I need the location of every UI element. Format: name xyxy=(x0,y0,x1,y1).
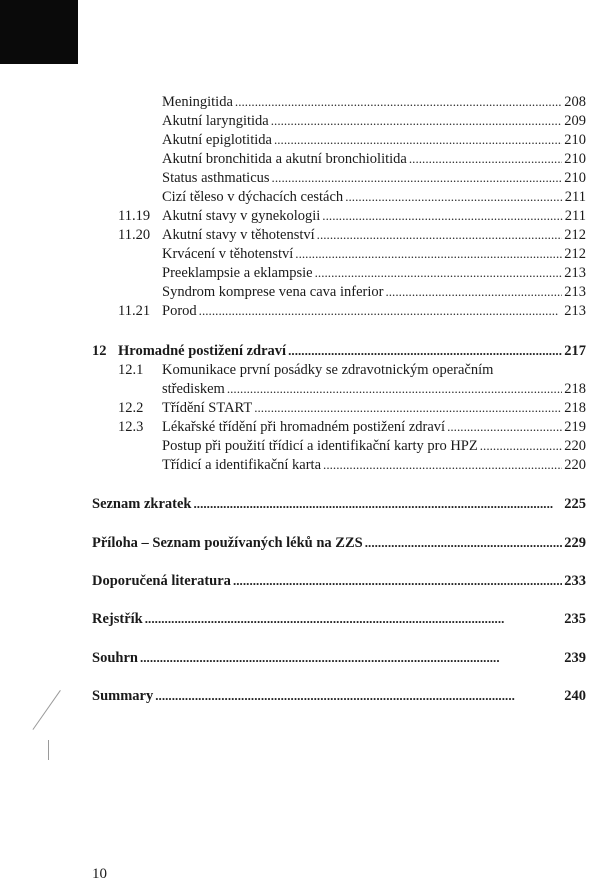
leader-dots xyxy=(272,168,563,188)
toc-entry-page: 209 xyxy=(564,113,586,129)
leader-dots xyxy=(365,533,563,553)
leader-dots xyxy=(233,571,562,591)
toc-entry[interactable] xyxy=(162,206,586,226)
leader-dots xyxy=(447,417,562,437)
toc-entry-title: Třídění START xyxy=(162,400,253,416)
toc-backmatter-entry[interactable] xyxy=(92,609,586,629)
toc-backmatter-entry[interactable] xyxy=(92,686,586,706)
toc-entry-title: Preeklampsie a eklampsie xyxy=(162,265,313,281)
toc-entry-title: Meningitida xyxy=(162,94,233,110)
toc-entry[interactable] xyxy=(162,417,586,437)
toc-entry[interactable] xyxy=(162,379,586,399)
toc-entry-page: 213 xyxy=(564,284,586,300)
toc-entry-title: střediskem xyxy=(162,381,225,397)
section-number: 11.19 xyxy=(118,208,151,224)
toc-entry-title: Příloha – Seznam používaných léků na ZZS xyxy=(92,535,363,551)
toc-entry-page: 229 xyxy=(564,535,586,551)
section-number: 12.1 xyxy=(118,362,144,378)
toc-entry-page: 212 xyxy=(564,246,586,262)
toc-entry[interactable] xyxy=(162,225,586,245)
leader-dots xyxy=(145,609,563,629)
leader-dots xyxy=(271,111,563,131)
toc-entry-page: 213 xyxy=(564,265,586,281)
leader-dots xyxy=(345,187,563,207)
toc-entry-title: Akutní bronchitida a akutní bronchiolitida xyxy=(162,151,407,167)
toc-entry-title: Souhrn xyxy=(92,650,138,666)
toc-entry[interactable] xyxy=(162,187,586,207)
toc-entry-page: 210 xyxy=(564,132,586,148)
section-number: 12.3 xyxy=(118,419,144,435)
toc-entry-page: 212 xyxy=(564,227,586,243)
toc-entry-page: 219 xyxy=(564,419,586,435)
toc-entry-title: Postup při použití třídicí a identifikační karty pro HPZ xyxy=(162,438,478,454)
leader-dots xyxy=(409,149,562,169)
toc-entry-title: Akutní stavy v těhotenství xyxy=(162,227,315,243)
leader-dots xyxy=(385,282,562,302)
leader-dots xyxy=(480,436,563,456)
toc-backmatter-entry[interactable] xyxy=(92,648,586,668)
toc-entry-title: Status asthmaticus xyxy=(162,170,270,186)
leader-dots xyxy=(193,494,562,514)
toc-entry[interactable] xyxy=(162,436,586,456)
toc-backmatter-entry[interactable] xyxy=(92,571,586,591)
toc-entry-page: 218 xyxy=(564,400,586,416)
toc-entry-title: Cizí těleso v dýchacích cestách xyxy=(162,189,344,205)
leader-dots xyxy=(315,263,563,283)
toc-entry-title: Lékařské třídění při hromadném postižení zdraví xyxy=(162,419,446,435)
section-number: 11.20 xyxy=(118,227,151,243)
toc-entry-page: 220 xyxy=(564,457,586,473)
toc-entry-page: 225 xyxy=(564,496,586,512)
scan-mark xyxy=(48,740,49,760)
toc-entry[interactable] xyxy=(162,301,586,321)
toc-entry-title: Třídicí a identifikační karta xyxy=(162,457,322,473)
toc-entry-page: 210 xyxy=(564,151,586,167)
leader-dots xyxy=(199,301,563,321)
toc-entry-title: Hromadné postižení zdraví xyxy=(118,343,287,359)
leader-dots xyxy=(323,455,562,475)
toc-entry-page: 235 xyxy=(564,611,586,627)
leader-dots xyxy=(155,686,562,706)
section-number: 12.2 xyxy=(118,400,144,416)
toc-entry-title: Krvácení v těhotenství xyxy=(162,246,294,262)
leader-dots xyxy=(288,341,562,361)
toc-entry[interactable] xyxy=(162,111,586,131)
page-number: 10 xyxy=(92,866,107,882)
leader-dots xyxy=(295,244,562,264)
toc-entry-title: Doporučená literatura xyxy=(92,573,231,589)
leader-dots xyxy=(322,206,562,226)
toc-entry-page: 217 xyxy=(564,343,586,359)
toc-entry-page: 211 xyxy=(564,189,586,205)
toc-entry[interactable] xyxy=(162,168,586,188)
toc-entry-title: Rejstřík xyxy=(92,611,143,627)
toc-entry-title: Porod xyxy=(162,303,197,319)
toc-entry[interactable] xyxy=(162,398,586,418)
leader-dots xyxy=(227,379,562,399)
toc-entry[interactable] xyxy=(162,263,586,283)
leader-dots xyxy=(274,130,562,150)
toc-chapter-entry[interactable] xyxy=(118,341,586,361)
toc-entry-title: Summary xyxy=(92,688,154,704)
toc-entry-page: 233 xyxy=(564,573,586,589)
toc-entry-page: 208 xyxy=(564,94,586,110)
toc-entry-title: Seznam zkratek xyxy=(92,496,192,512)
toc-backmatter-entry[interactable] xyxy=(92,494,586,514)
toc-entry-title: Akutní epiglotitida xyxy=(162,132,272,148)
leader-dots xyxy=(254,398,562,418)
toc-entry-title: Syndrom komprese vena cava inferior xyxy=(162,284,384,300)
toc-entry[interactable] xyxy=(162,92,586,112)
toc-entry-page: 213 xyxy=(564,303,586,319)
leader-dots xyxy=(140,648,562,668)
toc-entry-page: 218 xyxy=(564,381,586,397)
toc-entry[interactable] xyxy=(162,130,586,150)
toc-entry[interactable] xyxy=(162,149,586,169)
toc-entry[interactable] xyxy=(162,244,586,264)
toc-backmatter-entry[interactable] xyxy=(92,533,586,553)
toc-entry[interactable] xyxy=(162,455,586,475)
toc-entry-title: Akutní stavy v gynekologii xyxy=(162,208,321,224)
section-number: 11.21 xyxy=(118,303,151,319)
toc-entry-page: 211 xyxy=(564,208,586,224)
toc-entry-page: 220 xyxy=(564,438,586,454)
leader-dots xyxy=(235,92,562,112)
leader-dots xyxy=(317,225,563,245)
toc-entry-page: 239 xyxy=(564,650,586,666)
chapter-number: 12 xyxy=(92,343,107,359)
toc-entry-title[interactable]: Komunikace první posádky se zdravotnickým operačním xyxy=(162,362,494,378)
toc-entry-page: 210 xyxy=(564,170,586,186)
toc-entry-title: Akutní laryngitida xyxy=(162,113,269,129)
toc-entry-page: 240 xyxy=(564,688,586,704)
toc-entry[interactable] xyxy=(162,282,586,302)
